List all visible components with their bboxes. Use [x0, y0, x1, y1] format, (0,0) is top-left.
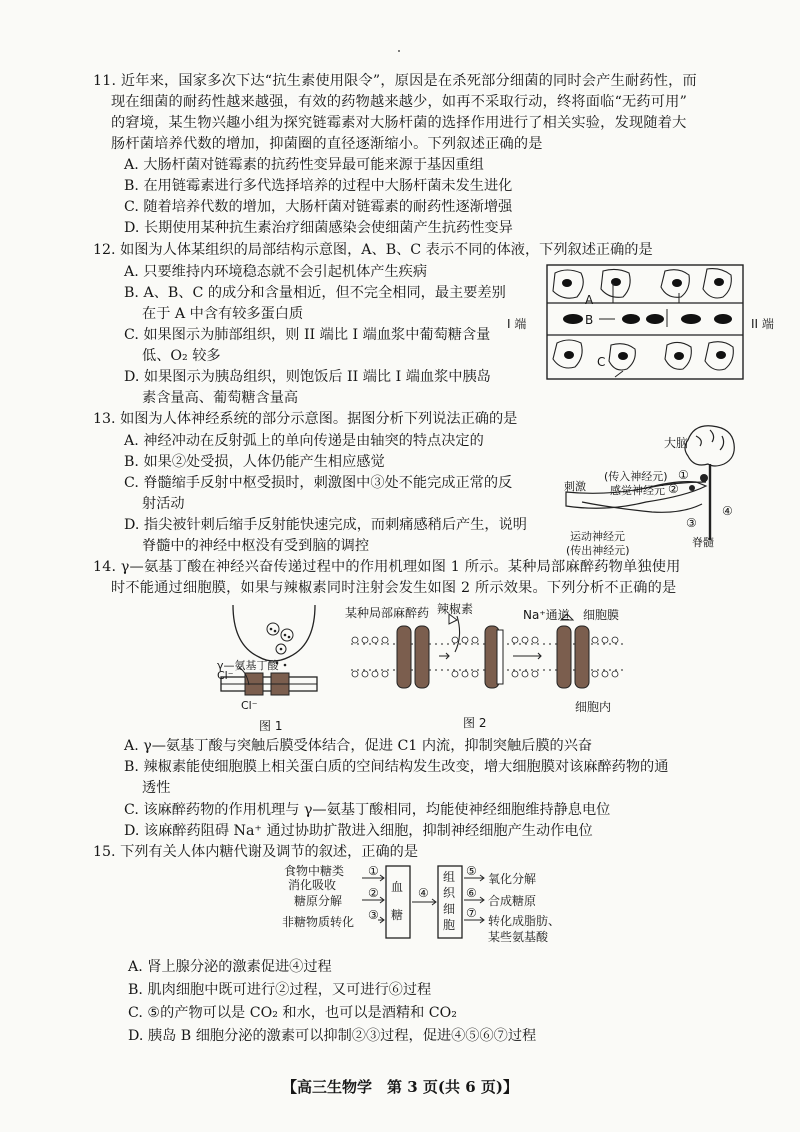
label-n2: ② — [668, 482, 679, 496]
label-stimulus: 刺激 — [564, 480, 586, 493]
label-n4: ④ — [418, 886, 429, 900]
label-left-end: I 端 — [507, 317, 527, 331]
q13-option-d-cont: 脊髓中的神经中枢没有受到脑的调控 — [142, 538, 370, 554]
label-food-sugar: 食物中糖类 — [284, 864, 345, 878]
q11-line: 11. 近年来，国家多次下达“抗生素使用限令”，原因是在杀死部分细菌的同时会产生耐药性，而 — [93, 73, 697, 89]
q13-option-d: D. 指尖被针刺后缩手反射能快速完成，而刺痛感稍后产生，说明 — [124, 517, 527, 533]
q13-stem: 13. 如图为人体神经系统的部分示意图。据图分析下列说法正确的是 — [93, 411, 518, 427]
page-footer: 【高三生物学 第 3 页(共 6 页)】 — [282, 1078, 518, 1096]
q12-stem: 12. 如图为人体某组织的局部结构示意图，A、B、C 表示不同的体液，下列叙述正确的是 — [93, 242, 653, 258]
label-cl-top: Cl⁻ — [217, 669, 234, 682]
label-afferent-2: 感觉神经元 — [610, 484, 665, 497]
q15-option-a: A. 肾上腺分泌的激素促进④过程 — [128, 959, 332, 975]
label-cell-inside: 细胞内 — [575, 700, 612, 714]
q14-option-b-cont: 透性 — [142, 780, 171, 796]
figure-1-caption: 图 1 — [259, 719, 283, 733]
question-11 — [93, 71, 743, 155]
label-n5: ⑤ — [466, 864, 477, 878]
q14-option-c: C. 该麻醉药物的作用机理与 γ—氨基丁酸相同，均能使神经细胞维持静息电位 — [124, 802, 611, 818]
label-digestion: 消化吸收 — [288, 878, 337, 892]
label-anesthetic: 某种局部麻醉药 — [345, 606, 430, 620]
label-n3: ③ — [686, 516, 697, 530]
label-tissue-4: 胞 — [443, 918, 456, 932]
q12-option-b: B. A、B、C 的成分和含量相近，但不完全相同，最主要差别 — [124, 285, 506, 301]
q11-line: 现在细菌的耐药性越来越强，有效的药物越来越少，如再不采取行动，终将面临“无药可用” — [111, 94, 688, 110]
label-tissue-3: 细 — [443, 902, 456, 916]
question-14 — [93, 557, 743, 599]
label-oxidation: 氧化分解 — [488, 872, 537, 886]
label-n2: ② — [368, 886, 379, 900]
q11-option-a: A. 大肠杆菌对链霉素的抗药性变异最可能来源于基因重组 — [124, 157, 484, 173]
label-amino-acids: 某些氨基酸 — [488, 930, 549, 944]
q15-option-b: B. 肌肉细胞中既可进行②过程，又可进行⑥过程 — [128, 982, 432, 998]
q12-option-d-cont: 素含量高、葡萄糖含量高 — [142, 390, 299, 406]
label-glycogenolysis: 糖原分解 — [294, 894, 343, 908]
label-n3: ③ — [368, 908, 379, 922]
q13-option-a: A. 神经冲动在反射弧上的单向传递是由轴突的特点决定的 — [124, 433, 484, 449]
q14-line: 时不能通过细胞膜，如果与辣椒素同时注射会发生如图 2 所示效果。下列分析不正确的是 — [111, 580, 677, 596]
label-b: B — [585, 313, 594, 327]
label-n1: ① — [368, 864, 379, 878]
label-blood-1: 血 — [391, 880, 404, 894]
q12-option-b-cont: 在于 A 中含有较多蛋白质 — [142, 306, 304, 322]
label-motor-1: 运动神经元 — [570, 530, 625, 543]
figure-2-caption: 图 2 — [463, 716, 487, 730]
label-n1: ① — [678, 468, 689, 482]
q11-option-b: B. 在用链霉素进行多代选择培养的过程中大肠杆菌未发生进化 — [124, 178, 513, 194]
label-membrane: 细胞膜 — [583, 608, 620, 622]
q13-option-c-cont: 射活动 — [142, 496, 185, 512]
q12-option-c-cont: 低、O₂ 较多 — [142, 348, 221, 364]
label-afferent-1: (传入神经元) — [604, 470, 668, 483]
label-blood-2: 糖 — [391, 908, 404, 922]
label-glycogen-synthesis: 合成糖原 — [488, 894, 537, 908]
glucose-metabolism-diagram — [280, 862, 560, 954]
label-n7: ⑦ — [466, 906, 477, 920]
label-spinal: 脊髓 — [692, 536, 714, 549]
q11-line: 肠杆菌培养代数的增加，抑菌圈的直径逐渐缩小。下列叙述正确的是 — [111, 136, 543, 152]
tissue-diagram — [507, 263, 774, 383]
q14-option-b: B. 辣椒素能使细胞膜上相关蛋白质的空间结构发生改变，增大细胞膜对该麻醉药物的通 — [124, 759, 669, 775]
q12-option-d: D. 如果图示为胰岛组织，则饱饭后 II 端比 I 端血浆中胰岛 — [124, 369, 491, 385]
label-fat-conversion: 转化成脂肪、 — [488, 914, 561, 928]
synapse-figure-1 — [215, 605, 325, 733]
label-tissue-2: 织 — [443, 886, 456, 900]
q12-option-a: A. 只要维持内环境稳态就不会引起机体产生疾病 — [124, 264, 428, 280]
q13-option-b: B. 如果②处受损，人体仍能产生相应感觉 — [124, 454, 385, 470]
label-tissue-1: 组 — [443, 870, 456, 884]
label-na-channel: Na⁺通道 — [523, 608, 570, 622]
q15-option-c: C. ⑤的产物可以是 CO₂ 和水，也可以是酒精和 CO₂ — [128, 1005, 457, 1021]
anesthetic-figure-2 — [345, 600, 630, 730]
q11-line: 的窘境，某生物兴趣小组为探究链霉素对大肠杆菌的选择作用进行了相关实验，发现随着大 — [111, 115, 687, 131]
q14-line: 14. γ—氨基丁酸在神经兴奋传递过程中的作用机理如图 1 所示。某种局部麻醉药物单独使用 — [93, 559, 681, 575]
q12-option-c: C. 如果图示为肺部组织，则 II 端比 I 端血浆中葡萄糖含量 — [124, 327, 491, 343]
label-n4: ④ — [722, 504, 733, 518]
label-gaba: γ—氨基丁酸 — [217, 659, 279, 672]
label-a: A — [585, 293, 594, 307]
label-c: C — [597, 355, 606, 369]
tissue-diagram-svg — [527, 263, 747, 383]
q13-option-c: C. 脊髓缩手反射中枢受损时，刺激图中③处不能完成正常的反 — [124, 475, 513, 491]
label-brain: 大脑 — [664, 436, 689, 450]
q14-option-d: D. 该麻醉药阻碍 Na⁺ 通过协助扩散进入细胞，抑制神经细胞产生动作电位 — [124, 823, 593, 839]
q11-option-c: C. 随着培养代数的增加，大肠杆菌对链霉素的耐药性逐渐增强 — [124, 199, 513, 215]
label-capsaicin: 辣椒素 — [437, 602, 474, 616]
label-right-end: II 端 — [751, 317, 774, 331]
label-n6: ⑥ — [466, 886, 477, 900]
q14-option-a: A. γ—氨基丁酸与突触后膜受体结合，促进 C1 内流，抑制突触后膜的兴奋 — [124, 738, 593, 754]
nervous-system-diagram — [560, 422, 750, 562]
q11-option-d: D. 长期使用某种抗生素治疗细菌感染会使细菌产生抗药性变异 — [124, 220, 513, 236]
q15-option-d: D. 胰岛 B 细胞分泌的激素可以抑制②③过程，促进④⑤⑥⑦过程 — [128, 1028, 537, 1044]
q15-stem: 15. 下列有关人体内糖代谢及调节的叙述，正确的是 — [93, 844, 419, 860]
scan-dot — [398, 50, 400, 52]
label-gluconeogenesis: 非糖物质转化 — [282, 915, 355, 929]
label-cl-bottom: Cl⁻ — [241, 699, 258, 712]
label-motor-2: (传出神经元) — [566, 544, 630, 557]
